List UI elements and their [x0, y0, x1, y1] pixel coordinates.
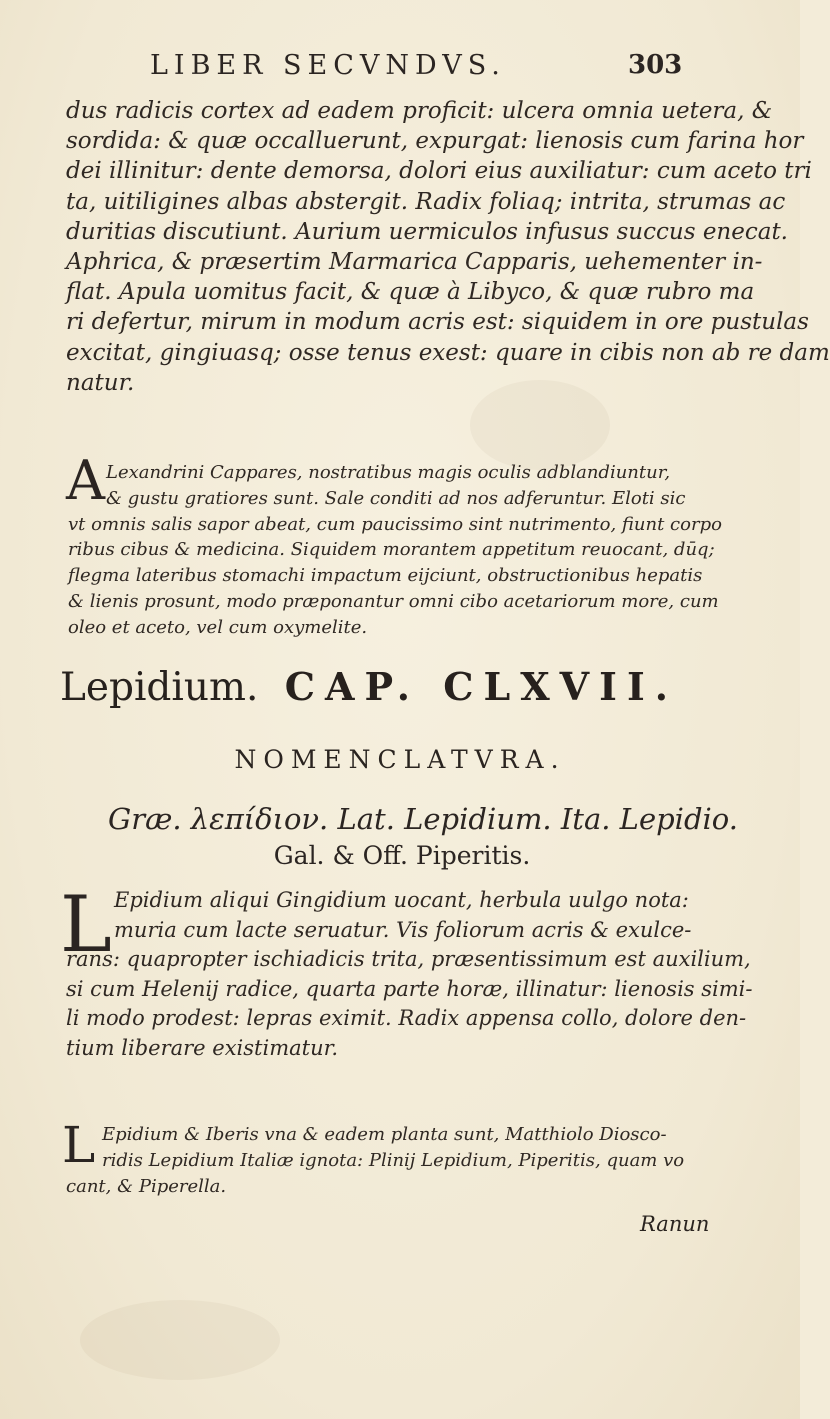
- text-line: flegma lateribus stomachi impactum eijciunt, obstructionibus hepatis: [68, 565, 703, 587]
- text-line: dus radicis cortex ad eadem proficit: ulcera omnia uetera, &: [66, 98, 773, 124]
- text-line: muria cum lacte seruatur. Vis foliorum acris & exulce-: [114, 917, 692, 942]
- paragraph-lepidium-description: [60, 880, 753, 1064]
- text-line: Epidium aliqui Gingidium uocant, herbula uulgo nota:: [114, 888, 689, 912]
- drop-cap: L: [60, 880, 112, 970]
- paragraph-lepidium-annotation: [62, 1116, 724, 1200]
- nomenclatura-synonyms: [0, 800, 800, 874]
- text-line: Lexandrini Cappares, nostratibus magis oculis adblandiuntur,: [106, 462, 671, 483]
- text-line: Epidium & Iberis vna & eadem planta sunt, Matthiolo Diosco-: [102, 1124, 667, 1145]
- text-line: vt omnis salis sapor abeat, cum paucissimo sint nutrimento, fiunt corpo: [68, 513, 722, 535]
- text-line: excitat, gingiuasq; osse tenus exest: quare in cibis non ab re dam: [66, 339, 830, 366]
- text-line: & gustu gratiores sunt. Sale conditi ad nos adferuntur. Eloti sic: [106, 487, 686, 509]
- page-header: [0, 50, 800, 90]
- paragraph-capparis-continued: [66, 96, 830, 398]
- text-line: duritias discutiunt. Aurium uermiculos infusus succus enecat.: [66, 218, 788, 245]
- chapter-name: Lepidium.: [60, 665, 259, 710]
- text-line: natur.: [66, 369, 135, 396]
- synonyms-line: Græ. λεπίδιον. Lat. Lepidium. Ita. Lepidio.: [108, 802, 738, 836]
- text-line: si cum Helenij radice, quarta parte horæ, illinatur: lienosis simi-: [66, 976, 753, 1001]
- text-line: flat. Apula uomitus facit, & quæ à Libyco, & quæ rubro ma: [66, 279, 755, 306]
- text-line: rans: quapropter ischiadicis trita, præsentissimum est auxilium,: [66, 947, 751, 972]
- text-line: oleo et aceto, vel cum oxymelite.: [68, 616, 368, 638]
- chapter-number: CAP. CLXVII.: [284, 664, 678, 709]
- text-line: sordida: & quæ occalluerunt, expurgat: lienosis cum farina hor: [66, 128, 804, 155]
- text-line: Aphrica, & præsertim Marmarica Capparis, uehementer in-: [66, 249, 763, 276]
- text-line: cant, & Piperella.: [66, 1176, 227, 1197]
- catchword: Ranun: [640, 1212, 710, 1236]
- page-number: 303: [628, 50, 683, 80]
- text-line: li modo prodest: lepras eximit. Radix appensa collo, dolore den-: [66, 1006, 747, 1031]
- text-line: ridis Lepidium Italiæ ignota: Plinij Lepidium, Piperitis, quam vo: [102, 1150, 685, 1171]
- paragraph-alexandrini-cappares: [66, 449, 726, 641]
- drop-cap: A: [66, 449, 105, 512]
- nomenclatura-heading: NOMENCLATVRA.: [234, 745, 566, 774]
- text-line: ribus cibus & medicina. Siquidem morantem appetitum reuocant, dūq;: [68, 539, 715, 561]
- text-line: dei illinitur: dente demorsa, dolori eius auxiliatur: cum aceto tri: [66, 158, 812, 185]
- chapter-heading: [60, 664, 740, 710]
- text-line: ta, uitiligines albas abstergit. Radix foliaq; intrita, strumas ac: [66, 188, 786, 215]
- text-line: ri defertur, mirum in modum acris est: siquidem in ore pustulas: [66, 309, 809, 336]
- text-line: tium liberare existimatur.: [66, 1035, 338, 1060]
- drop-cap: L: [62, 1116, 96, 1174]
- text-line: & lienis prosunt, modo præponantur omni cibo acetariorum more, cum: [68, 590, 719, 612]
- running-head: LIBER SECVNDVS.: [150, 50, 506, 81]
- paper-stain: [80, 1300, 280, 1380]
- synonyms-line: Gal. & Off. Piperitis.: [273, 841, 531, 870]
